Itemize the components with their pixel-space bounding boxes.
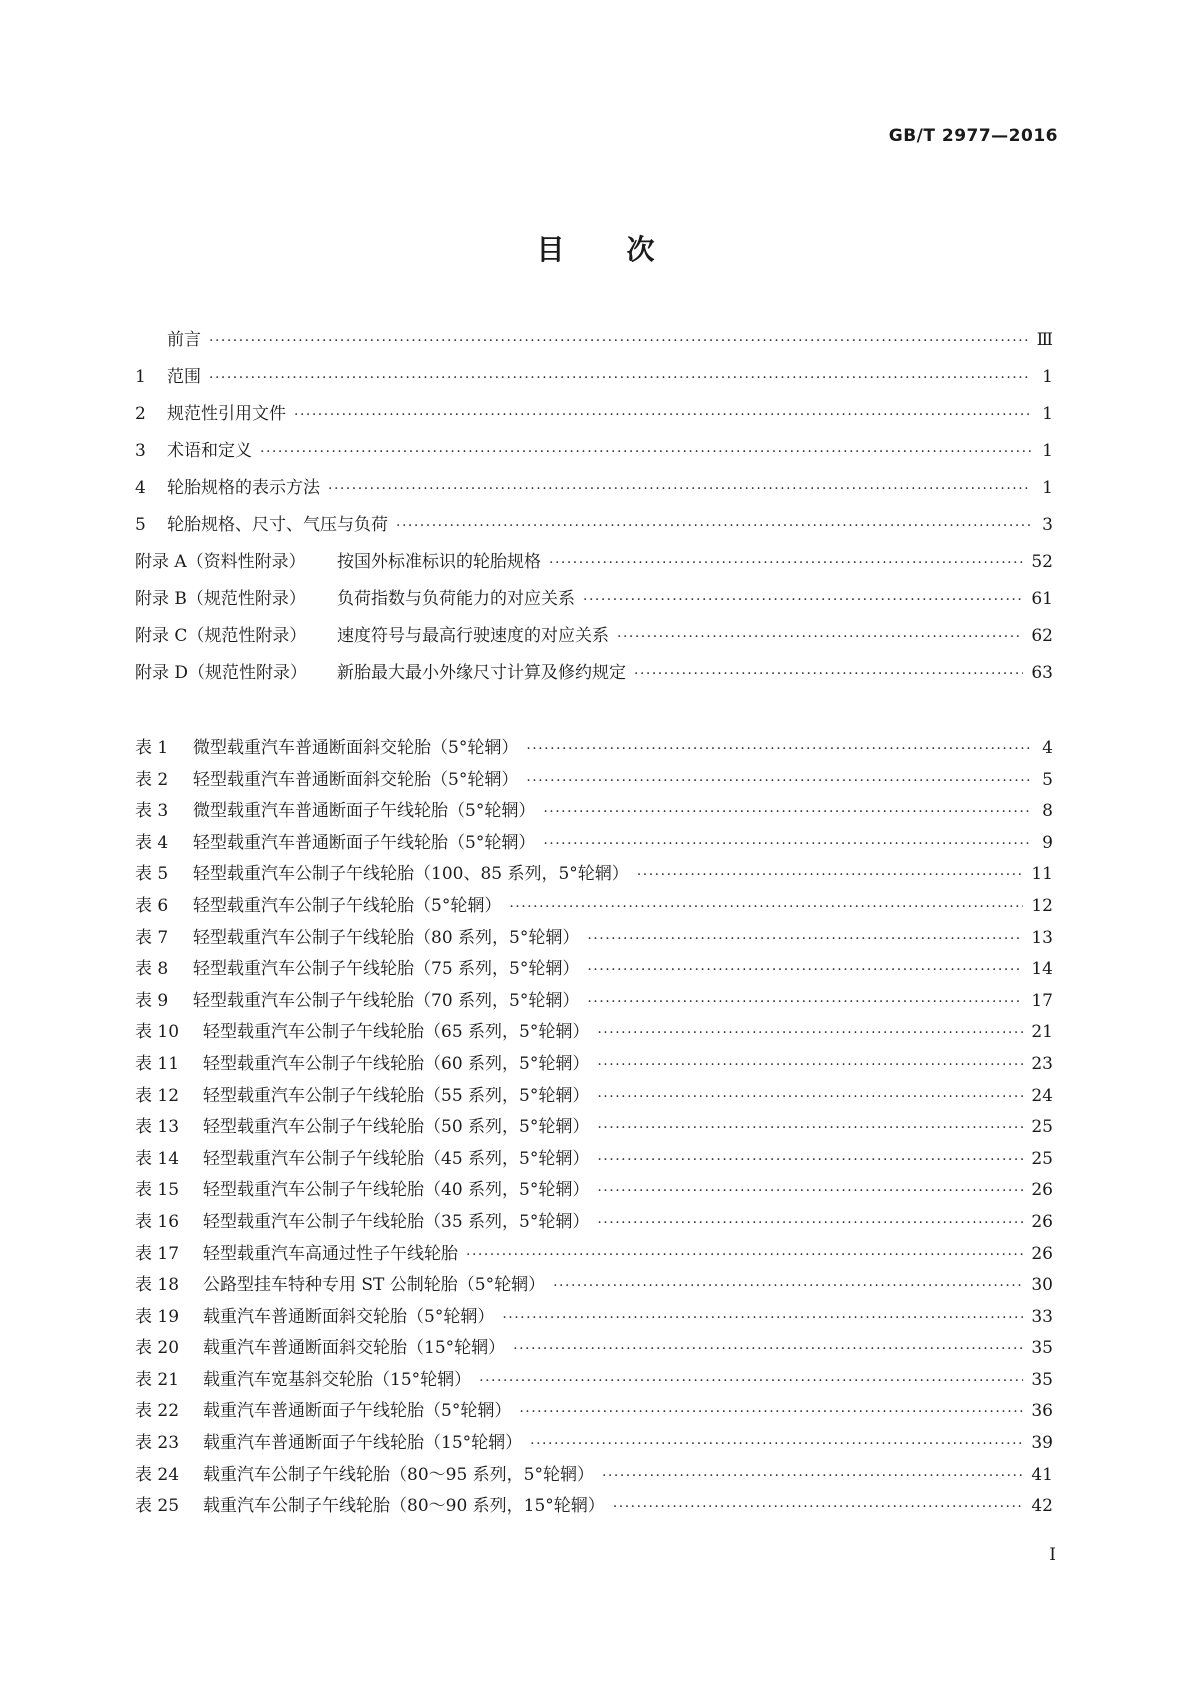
- table-entry-number: 表 10: [135, 1022, 180, 1043]
- dot-leader: [587, 992, 1023, 1012]
- table-entry[interactable]: [135, 1054, 1053, 1086]
- table-entry-title: 载重汽车公制子午线轮胎（80～95 系列，5°轮辋）: [203, 1464, 594, 1485]
- toc-entry-number: 附录 D（规范性附录）: [135, 663, 308, 683]
- table-entry[interactable]: [135, 1086, 1053, 1118]
- table-entry[interactable]: [135, 801, 1053, 833]
- page-title: [0, 228, 1191, 268]
- toc-entry-title: 规范性引用文件: [167, 404, 286, 424]
- table-entry-title: 载重汽车公制子午线轮胎（80～90 系列，15°轮辋）: [203, 1496, 605, 1517]
- table-entry-number: 表 24: [135, 1464, 180, 1485]
- dot-leader: [479, 1371, 1023, 1391]
- contents-list: [135, 330, 1053, 700]
- dot-leader: [519, 1402, 1023, 1422]
- dot-leader: [260, 442, 1031, 462]
- dot-leader: [294, 405, 1031, 425]
- toc-entry-page: Ⅲ: [1036, 330, 1053, 350]
- table-entry-title: 载重汽车普通断面子午线轮胎（5°轮辋）: [203, 1401, 512, 1422]
- dot-leader: [209, 368, 1031, 388]
- toc-entry-number: 附录 C（规范性附录）: [135, 626, 307, 646]
- table-entry-title: 轻型载重汽车高通过性子午线轮胎: [203, 1243, 458, 1264]
- table-entry-page: 13: [1031, 927, 1053, 948]
- title-char-1: 目: [536, 233, 565, 266]
- toc-entry-title: 前言: [167, 330, 201, 350]
- toc-entry[interactable]: [135, 330, 1053, 367]
- table-entry-number: 表 1: [135, 738, 169, 758]
- toc-entry-page: 1: [1042, 367, 1053, 387]
- dot-leader: [637, 865, 1024, 885]
- page-number: I: [1049, 1545, 1056, 1565]
- table-entry[interactable]: [135, 1370, 1053, 1402]
- table-entry-page: 5: [1042, 769, 1053, 790]
- table-entry-page: 36: [1031, 1401, 1053, 1422]
- table-entry[interactable]: [135, 959, 1053, 991]
- table-entry-page: 23: [1031, 1053, 1053, 1074]
- toc-entry[interactable]: [135, 478, 1053, 515]
- table-entry-number: 表 23: [135, 1433, 180, 1454]
- table-entry[interactable]: [135, 991, 1053, 1023]
- dot-leader: [396, 516, 1031, 536]
- table-entry-number: 表 7: [135, 927, 169, 948]
- toc-entry-page: 1: [1042, 478, 1053, 498]
- dot-leader: [597, 1150, 1023, 1170]
- table-entry-number: 表 17: [135, 1243, 180, 1264]
- toc-entry[interactable]: [135, 367, 1053, 404]
- table-entry-number: 表 12: [135, 1085, 180, 1106]
- dot-leader: [209, 331, 1029, 351]
- dot-leader: [602, 1466, 1023, 1486]
- dot-leader: [597, 1055, 1023, 1075]
- table-entry-page: 42: [1031, 1496, 1053, 1517]
- table-entry-page: 14: [1031, 959, 1053, 980]
- dot-leader: [597, 1087, 1023, 1107]
- table-entry-title: 轻型载重汽车公制子午线轮胎（70 系列，5°轮辋）: [193, 990, 580, 1011]
- table-entry-title: 公路型挂车特种专用 ST 公制轮胎（5°轮辋）: [203, 1275, 546, 1296]
- table-entry[interactable]: [135, 1465, 1053, 1497]
- table-entry[interactable]: [135, 1244, 1053, 1276]
- table-entry-number: 表 5: [135, 864, 169, 885]
- toc-entry-number: 附录 A（资料性附录）: [135, 552, 306, 572]
- dot-leader: [509, 897, 1023, 917]
- table-entry-title: 微型载重汽车普通断面斜交轮胎（5°轮辋）: [193, 738, 519, 758]
- table-entry-title: 载重汽车普通断面斜交轮胎（5°轮辋）: [203, 1306, 495, 1327]
- toc-entry-title: 速度符号与最高行驶速度的对应关系: [337, 626, 609, 646]
- table-entry[interactable]: [135, 1307, 1053, 1339]
- table-entry-number: 表 4: [135, 832, 169, 853]
- dot-leader: [543, 802, 1031, 822]
- table-entry-title: 轻型载重汽车公制子午线轮胎（75 系列，5°轮辋）: [193, 959, 580, 980]
- title-char-2: 次: [626, 233, 655, 266]
- dot-leader: [617, 627, 1023, 647]
- toc-entry-title: 术语和定义: [167, 441, 252, 461]
- table-entry-page: 25: [1031, 1117, 1053, 1138]
- toc-entry-number: 3: [135, 441, 146, 461]
- table-entry-title: 轻型载重汽车普通断面斜交轮胎（5°轮辋）: [193, 769, 519, 790]
- table-entry-title: 轻型载重汽车公制子午线轮胎（40 系列，5°轮辋）: [203, 1180, 590, 1201]
- toc-entry-page: 1: [1042, 404, 1053, 424]
- table-entry[interactable]: [135, 1433, 1053, 1465]
- dot-leader: [526, 771, 1031, 791]
- table-entry-page: 35: [1031, 1338, 1053, 1359]
- dot-leader: [466, 1245, 1023, 1265]
- toc-entry-page: 63: [1031, 663, 1053, 683]
- dot-leader: [597, 1213, 1023, 1233]
- table-entry[interactable]: [135, 1338, 1053, 1370]
- toc-entry-appendix[interactable]: [135, 626, 1053, 663]
- toc-entry-number: 1: [135, 367, 146, 387]
- toc-entry-title: 轮胎规格、尺寸、气压与负荷: [167, 515, 388, 535]
- dot-leader: [502, 1308, 1023, 1328]
- toc-entry-number: 附录 B（规范性附录）: [135, 589, 306, 609]
- dot-leader: [553, 1276, 1023, 1296]
- table-entry-number: 表 25: [135, 1496, 180, 1517]
- dot-leader: [597, 1181, 1023, 1201]
- table-entry-number: 表 20: [135, 1338, 180, 1359]
- dot-leader: [587, 960, 1023, 980]
- table-entry-page: 17: [1031, 990, 1053, 1011]
- table-entry[interactable]: [135, 1401, 1053, 1433]
- dot-leader: [587, 929, 1023, 949]
- table-entry-page: 8: [1042, 801, 1053, 822]
- table-entry-number: 表 2: [135, 769, 169, 790]
- table-entry-page: 35: [1031, 1369, 1053, 1390]
- toc-entry-title: 负荷指数与负荷能力的对应关系: [337, 589, 575, 609]
- table-entry-number: 表 15: [135, 1180, 180, 1201]
- dot-leader: [597, 1118, 1023, 1138]
- table-entry-page: 39: [1031, 1433, 1053, 1454]
- table-entry-number: 表 19: [135, 1306, 180, 1327]
- toc-entry-title: 轮胎规格的表示方法: [167, 478, 320, 498]
- dot-leader: [530, 1434, 1023, 1454]
- table-entry-page: 30: [1031, 1275, 1053, 1296]
- table-entry[interactable]: [135, 1212, 1053, 1244]
- table-entry-page: 9: [1042, 832, 1053, 853]
- toc-entry-number: 5: [135, 515, 146, 535]
- table-entry-number: 表 14: [135, 1148, 180, 1169]
- standard-code: GB/T 2977—2016: [888, 126, 1058, 146]
- table-entry-number: 表 3: [135, 801, 169, 822]
- table-entry-page: 26: [1031, 1180, 1053, 1201]
- toc-entry-page: 3: [1042, 515, 1053, 535]
- table-entry-number: 表 16: [135, 1211, 180, 1232]
- table-entry-page: 4: [1042, 738, 1053, 758]
- toc-entry-page: 52: [1031, 552, 1053, 572]
- table-entry[interactable]: [135, 896, 1053, 928]
- table-entry-page: 24: [1031, 1085, 1053, 1106]
- table-entry[interactable]: [135, 1275, 1053, 1307]
- table-entry[interactable]: [135, 1496, 1053, 1528]
- dot-leader: [613, 1497, 1024, 1517]
- table-entry-title: 轻型载重汽车公制子午线轮胎（55 系列，5°轮辋）: [203, 1085, 590, 1106]
- table-entry[interactable]: [135, 1022, 1053, 1054]
- dot-leader: [543, 834, 1031, 854]
- toc-entry[interactable]: [135, 404, 1053, 441]
- table-entry-page: 33: [1031, 1306, 1053, 1327]
- table-entry-number: 表 13: [135, 1117, 180, 1138]
- table-entry-page: 26: [1031, 1243, 1053, 1264]
- table-entry-number: 表 18: [135, 1275, 180, 1296]
- dot-leader: [597, 1023, 1023, 1043]
- toc-entry-appendix[interactable]: [135, 663, 1053, 700]
- dot-leader: [328, 479, 1031, 499]
- dot-leader: [526, 739, 1031, 759]
- toc-entry-title: 按国外标准标识的轮胎规格: [337, 552, 541, 572]
- table-entry-page: 11: [1031, 864, 1053, 885]
- toc-entry-page: 1: [1042, 441, 1053, 461]
- table-entry-page: 41: [1031, 1464, 1053, 1485]
- table-entry-title: 轻型载重汽车公制子午线轮胎（60 系列，5°轮辋）: [203, 1053, 590, 1074]
- table-entry-title: 轻型载重汽车公制子午线轮胎（45 系列，5°轮辋）: [203, 1148, 590, 1169]
- table-entry[interactable]: [135, 738, 1053, 770]
- toc-entry-number: 2: [135, 404, 146, 424]
- table-entry-title: 轻型载重汽车公制子午线轮胎（100、85 系列，5°轮辋）: [193, 864, 629, 885]
- toc-entry-number: 4: [135, 478, 146, 498]
- dot-leader: [549, 553, 1023, 573]
- table-entry-page: 12: [1031, 895, 1053, 916]
- table-entry-number: 表 9: [135, 990, 169, 1011]
- table-entry-title: 微型载重汽车普通断面子午线轮胎（5°轮辋）: [193, 801, 536, 822]
- dot-leader: [634, 664, 1023, 684]
- tables-list: [135, 738, 1053, 1528]
- toc-entry[interactable]: [135, 515, 1053, 552]
- table-entry-title: 载重汽车宽基斜交轮胎（15°轮辋）: [203, 1369, 472, 1390]
- table-entry[interactable]: [135, 1180, 1053, 1212]
- table-entry-title: 轻型载重汽车公制子午线轮胎（50 系列，5°轮辋）: [203, 1117, 590, 1138]
- toc-entry-appendix[interactable]: [135, 589, 1053, 626]
- toc-entry-page: 61: [1031, 589, 1053, 609]
- toc-entry-title: 范围: [167, 367, 201, 387]
- table-entry-number: 表 8: [135, 959, 169, 980]
- table-entry[interactable]: [135, 928, 1053, 960]
- table-entry-page: 21: [1031, 1022, 1053, 1043]
- toc-entry-appendix[interactable]: [135, 552, 1053, 589]
- table-entry[interactable]: [135, 833, 1053, 865]
- table-entry-title: 轻型载重汽车公制子午线轮胎（65 系列，5°轮辋）: [203, 1022, 590, 1043]
- table-entry-number: 表 11: [135, 1053, 180, 1074]
- table-entry-title: 轻型载重汽车公制子午线轮胎（80 系列，5°轮辋）: [193, 927, 580, 948]
- dot-leader: [583, 590, 1023, 610]
- table-entry[interactable]: [135, 864, 1053, 896]
- table-entry-title: 轻型载重汽车公制子午线轮胎（5°轮辋）: [193, 895, 502, 916]
- table-entry[interactable]: [135, 1117, 1053, 1149]
- table-entry-title: 载重汽车普通断面子午线轮胎（15°轮辋）: [203, 1433, 523, 1454]
- toc-entry[interactable]: [135, 441, 1053, 478]
- table-entry-title: 轻型载重汽车公制子午线轮胎（35 系列，5°轮辋）: [203, 1211, 590, 1232]
- toc-entry-page: 62: [1031, 626, 1053, 646]
- table-entry-title: 轻型载重汽车普通断面子午线轮胎（5°轮辋）: [193, 832, 536, 853]
- table-entry[interactable]: [135, 770, 1053, 802]
- table-entry[interactable]: [135, 1149, 1053, 1181]
- table-entry-title: 载重汽车普通断面斜交轮胎（15°轮辋）: [203, 1338, 506, 1359]
- table-entry-number: 表 22: [135, 1401, 180, 1422]
- table-entry-page: 25: [1031, 1148, 1053, 1169]
- table-entry-number: 表 21: [135, 1369, 180, 1390]
- dot-leader: [513, 1339, 1023, 1359]
- table-entry-page: 26: [1031, 1211, 1053, 1232]
- table-entry-number: 表 6: [135, 895, 169, 916]
- toc-entry-title: 新胎最大最小外缘尺寸计算及修约规定: [337, 663, 626, 683]
